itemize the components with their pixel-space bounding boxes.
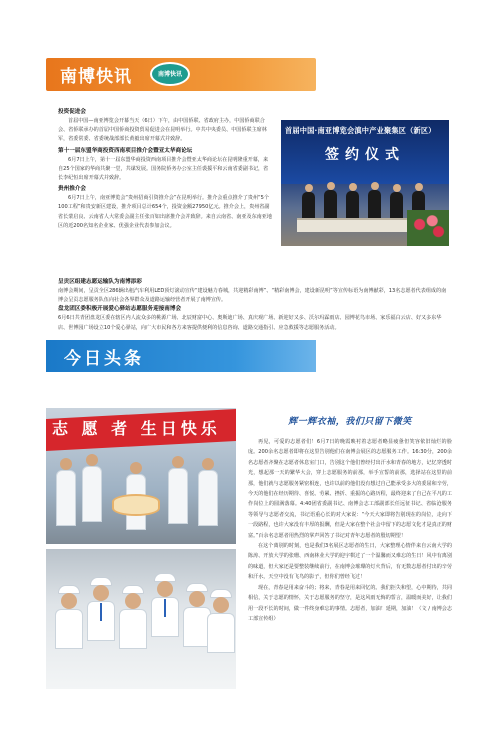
volunteer-head: [86, 454, 98, 466]
person-head: [393, 184, 401, 192]
birthday-cake: [112, 494, 160, 516]
volunteer-shirt: [119, 609, 147, 649]
person-head: [305, 184, 313, 192]
section-title: 今日头条: [64, 349, 144, 369]
news-headline: 投资促进会: [58, 109, 86, 115]
volunteer-head: [202, 458, 214, 470]
person-head: [415, 183, 423, 191]
volunteer-face: [61, 593, 77, 609]
volunteer-face: [189, 591, 205, 607]
backdrop-title: 首届中国·南亚博览会滇中产业聚集区（新区）: [285, 126, 436, 135]
news-item: [58, 147, 272, 184]
volunteer-head: [130, 462, 142, 474]
article-body: [248, 437, 452, 624]
volunteer-face: [93, 585, 109, 601]
birthday-cake-photo: [46, 408, 236, 544]
signing-ceremony-photo: [281, 120, 449, 246]
volunteer-shirt: [55, 609, 83, 649]
news-item: [58, 108, 272, 145]
section-banner-headlines: [46, 340, 316, 372]
news-body: 6月7日上午，第十一届东盟华商投资西南项目推介会暨亚太华商论坛在昆明隆重开幕，来自25个国家的华商共聚一堂，共谋发展。国务院侨务办公室主任裘援平和云南省委副书记，省长李纪恒出席开幕式并致辞。: [58, 156, 269, 182]
signing-table: [297, 218, 407, 232]
news-item: [58, 278, 450, 305]
news-item: [58, 185, 272, 231]
person-head: [349, 183, 357, 191]
volunteer: [168, 468, 188, 524]
volunteers-group-photo: [46, 549, 236, 689]
article-paragraph: 现在，青春是用来奋斗的；将来，青春是用来回忆的。我们拒失和望，心中期待，共同相信，关于志愿的情怀，关于志愿服务的坚守，是这风雨无悔的誓言，温暖而美好，让我们用一段不长的时间，做一件终身难忘的事情。志愿者，加油！延期，加油！（文 / 南博会志工部宣传组）: [248, 584, 452, 622]
lanyard: [100, 603, 102, 621]
person-head: [327, 182, 335, 190]
backdrop-subtitle: 签约仪式: [325, 147, 405, 163]
news-headline: 贵州推介会: [58, 186, 86, 193]
news-wide-column: [58, 278, 450, 333]
volunteer-face: [125, 593, 141, 609]
flower-arrangement: [407, 210, 449, 246]
news-column: [58, 108, 272, 231]
volunteer: [56, 470, 76, 526]
volunteer: [198, 470, 218, 526]
news-headline: 呈贡区组建志愿运输队为南博添彩: [58, 279, 142, 285]
article: [248, 414, 452, 624]
news-item: [58, 305, 450, 332]
banner-text: 志 愿 者 生日快乐: [52, 419, 221, 438]
article-title: 辉一辉衣袖，我们只留下微笑: [288, 417, 412, 427]
news-body: 首届中国—南亚博览会开幕当天（6日）下午，由中国侨联、省政府主办，中国侨商联合会、省侨联承办的首届中国侨商投资贸易促进会在昆明举行。中共中央委员、中国侨联主席林军，省委常委、省委统战部部长黄毅出席开幕式并致辞。: [58, 118, 267, 143]
expo-logo-icon: [150, 62, 190, 86]
news-body: 6月7日上午，南亚博览会“贵州招商引资推介会”在昆明举行。推介会重点推介了贵州“5个100工程”和贵安新区建设，推介项目总计654个，投资金额27950亿元。推介会上，贵州省副省长蒙启良、云南省人大常委会副主任张百如出席推介会并致辞。来自云南省、南亚及东南亚地区的近200名知名企业家、优强企业代表参加会议。: [58, 195, 272, 229]
lanyard: [164, 599, 166, 617]
person-head: [371, 182, 379, 190]
volunteer-face: [213, 597, 229, 613]
volunteer-face: [157, 581, 173, 597]
article-paragraph: 在这个离别的时刻，也是我们3名展区志愿者的生日，大家整理心情伴来自云南大学的陈涛、开放大学的张珊、西南林业大学的迎宇棋过了一个温馨而又难忘的生日！风中有离别的味道，但大家还是要整装继续前行，在南博会璀璨的灯火背后，有无数志愿者付出的辛劳和汗水，天空中没有飞鸟的影子，但你们曾经飞过！: [248, 543, 452, 581]
article-paragraph: 再见，可爱的志愿者们！6月7日的晚霞映衬着志愿者略显疲惫但笑容依旧灿烂的脸庞。200余名志愿者即将在这里告别他们在南博会展区的志愿服务工作。16:30分，200余名志愿者齐聚在志愿者休息室门口，告别这个他们曾经付出汗水和青春的地方，记忆穿透时光，想起那一天的繁华大会，穿上志愿服务的前那，举手宣誓的前那，选择站在这里的前那，他们就与志愿服务紧密相连，也许以前的他们没有想过自己能承受多大的委屈和辛劳，今天的他们在经历期待、喜悦、劳累、挫折、重振的心路历程，最终迎来了自己在平凡的工作岗位上的圆满落幕。4:40团省委副书记、南博会志工部副部长任远征书记、省临沧服务等领导与志愿者交流，书记语重心长的对大家说：“今天大家即将告别现在的岗位，走向下一段路程，也许大家没有丰厚的报酬，但是大家在整个社会中留下的志愿文化才是真正的财富。”百余名志愿者用热烈的掌声回答了书记对青年志愿者的殷切期望！: [248, 439, 452, 539]
news-headline: 第十一届东盟华商投资西南项目推介会暨亚太华商论坛: [58, 147, 193, 154]
section-banner-news: [46, 58, 316, 91]
news-body: 6月6日共青团盘龙区委在辖区内人流众多的桃源广场、北辰财富中心、奥斯迪广场、真庆观广场、新迎好又多、沃尔玛霖雨店、园博花鸟市场、家乐福白云店、好又多东华店、世博园广场设立10个爱心驿站，向广大市民和各方来客提供便利的信息咨询、道路交通指引、应急救援等志愿服务活动。: [58, 315, 442, 331]
section-title: 南博快讯: [60, 67, 132, 87]
volunteer-shirt: [207, 613, 235, 653]
news-headline: 盘龙团区委积极开展爱心驿站志愿服务迎接南博会: [58, 306, 182, 313]
volunteer: [82, 466, 102, 522]
volunteer-head: [60, 458, 72, 470]
logo-text: 南博快讯: [157, 70, 182, 78]
news-body: 南博会期间，呈贡全区286辆出租汽车利用LED顶灯滚动宣传“建设魅力春城，共迎精彩南博”、“精彩南博会，建设新昆明”等宣传标语为南博献彩，13名志愿者代表组成的南博会呈贡志愿服务队伍向社会各界群众及道路运输经营者开展了南博宣传。: [58, 288, 447, 304]
volunteer-head: [172, 456, 184, 468]
